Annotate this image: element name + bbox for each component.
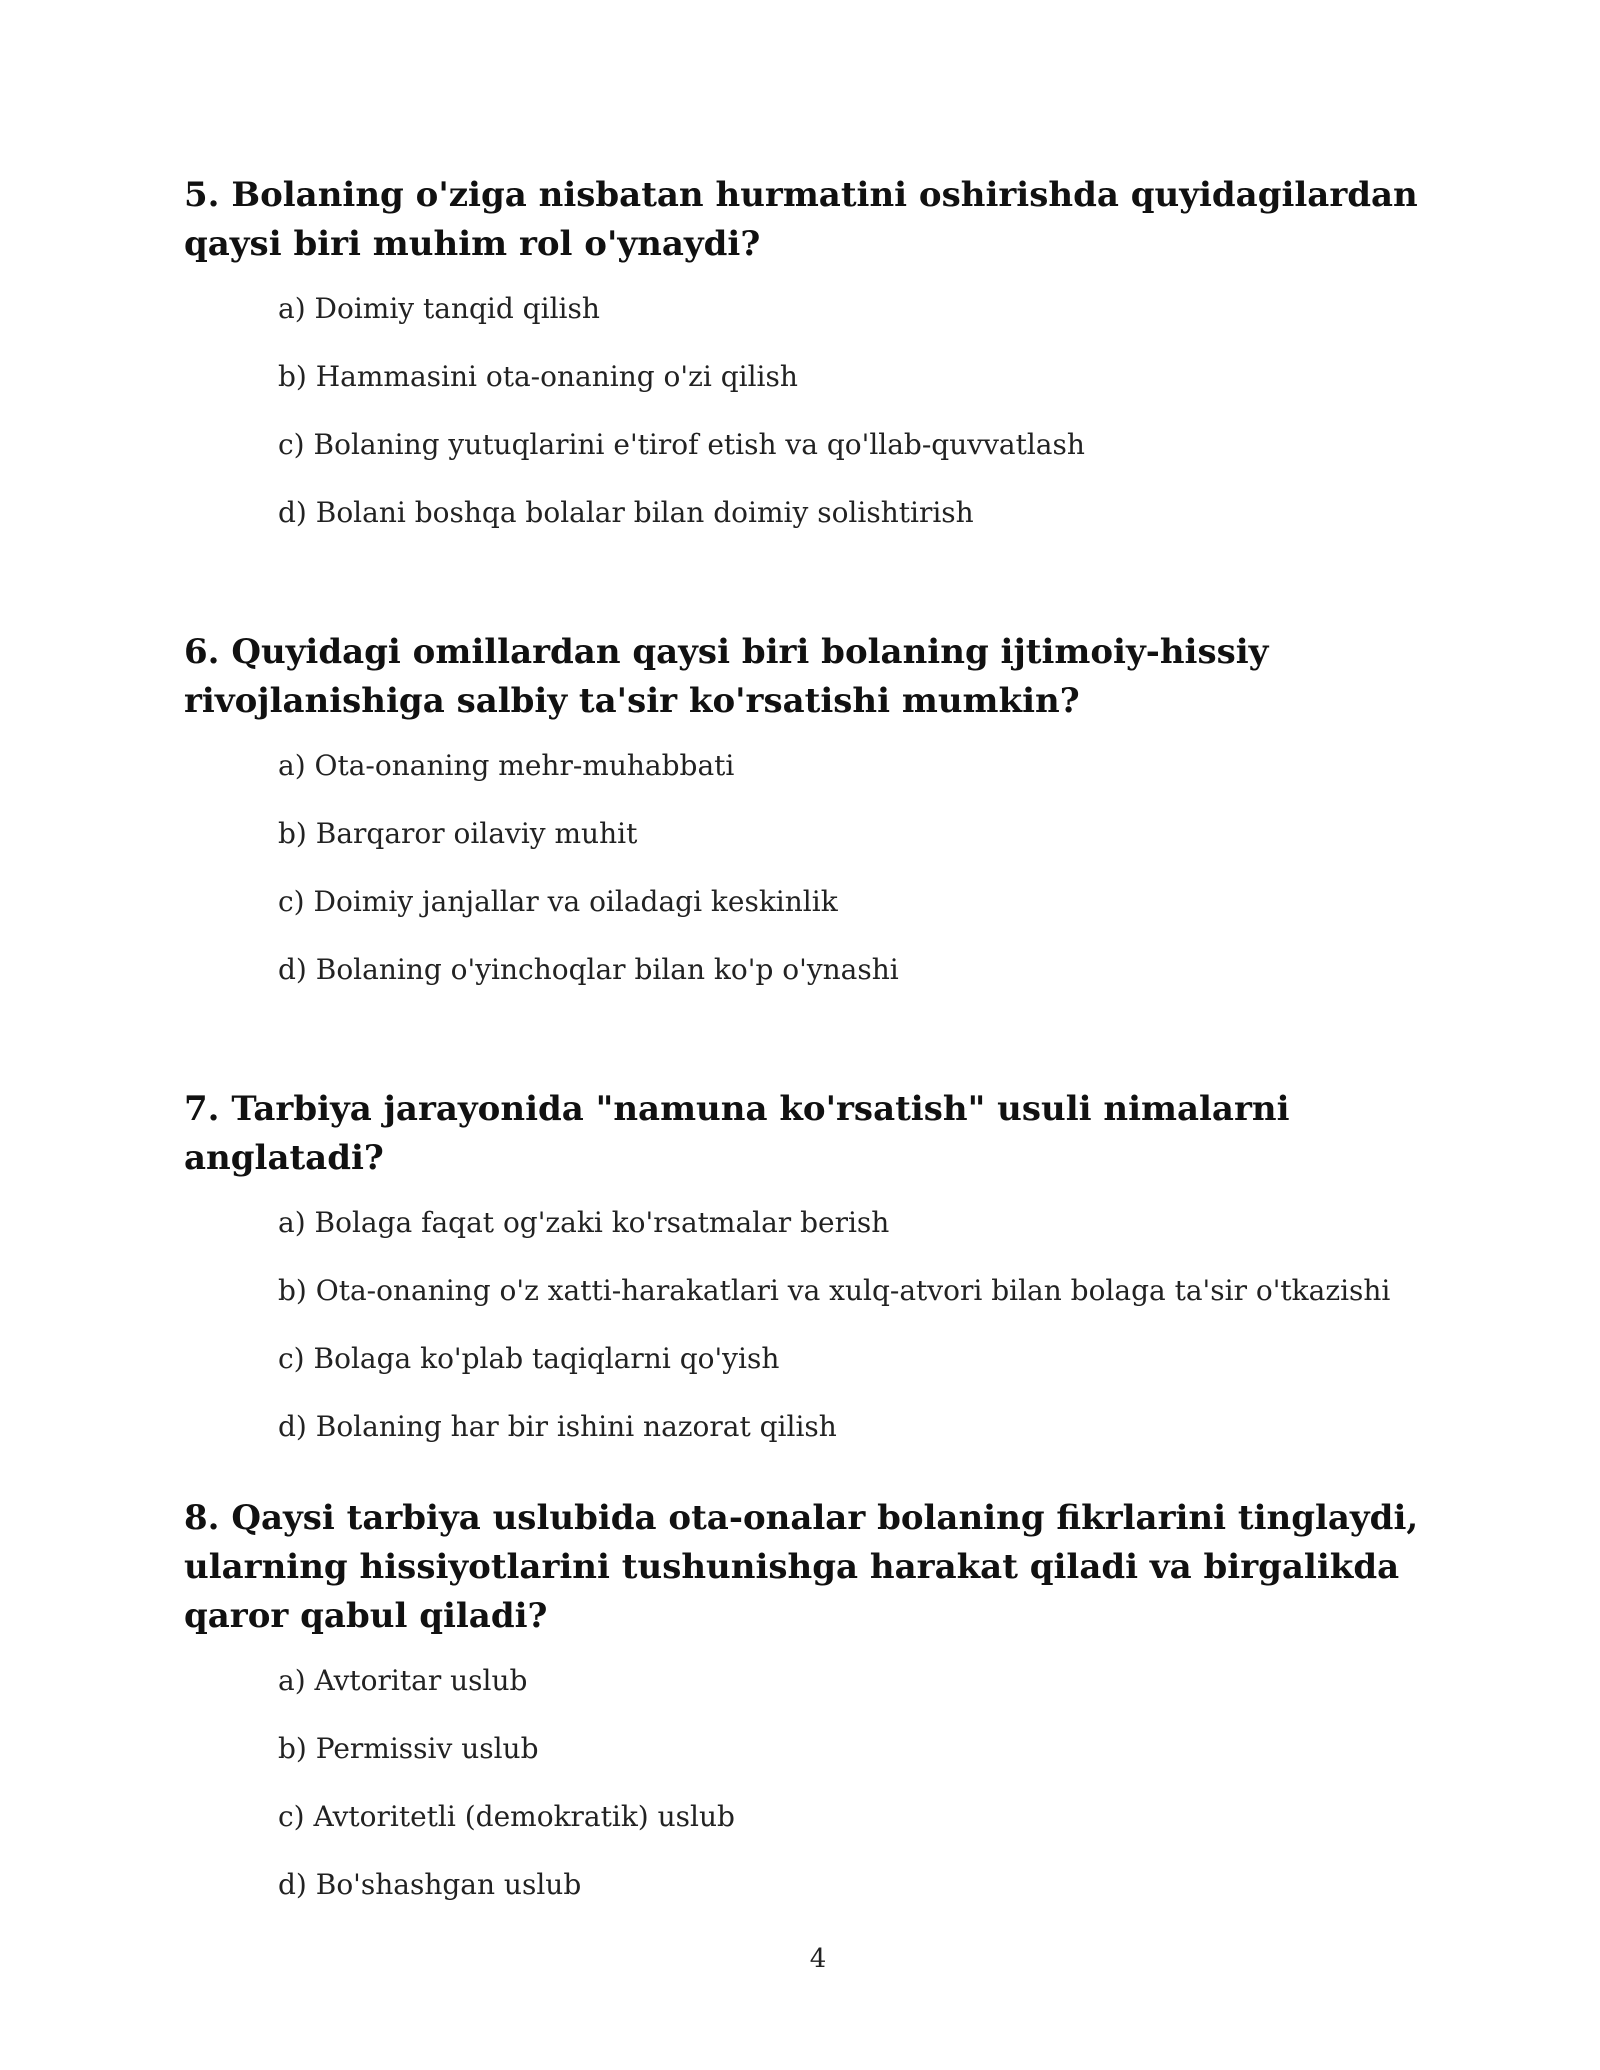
option-d: d) Bo'shashgan uslub — [278, 1868, 582, 1901]
option-c: c) Bolaga ko'plab taqiqlarni qo'yish — [278, 1342, 780, 1375]
answer-options — [278, 1663, 1444, 1935]
option-c: c) Bolaning yutuqlarini e'tirof etish va qo'llab-quvvatlash — [278, 428, 1085, 461]
option-d: d) Bolani boshqa bolalar bilan doimiy solishtirish — [278, 496, 974, 529]
option-b: b) Ota-onaning o'z xatti-harakatlari va xulq-atvori bilan bolaga ta'sir o'tkazishi — [278, 1274, 1391, 1307]
option-a: a) Avtoritar uslub — [278, 1664, 528, 1697]
page-number: 4 — [809, 1944, 827, 1974]
option-a: a) Ota-onaning mehr-muhabbati — [278, 749, 735, 782]
question-6 — [184, 628, 1444, 1020]
question-title: 7. Tarbiya jarayonida "namuna ko'rsatish" usuli nimalarni anglatadi? — [184, 1089, 1290, 1178]
option-b: b) Permissiv uslub — [278, 1732, 539, 1765]
option-c: c) Doimiy janjallar va oiladagi keskinlik — [278, 885, 838, 918]
option-c: c) Avtoritetli (demokratik) uslub — [278, 1800, 735, 1833]
answer-options — [278, 1205, 1444, 1477]
question-7 — [184, 1085, 1444, 1477]
question-title: 5. Bolaning o'ziga nisbatan hurmatini oshirishda quyidagilardan qaysi biri muhim rol o'ynaydi? — [184, 175, 1418, 264]
option-b: b) Barqaror oilaviy muhit — [278, 817, 638, 850]
option-a: a) Doimiy tanqid qilish — [278, 292, 600, 325]
question-title: 6. Quyidagi omillardan qaysi biri bolaning ijtimoiy-hissiy rivojlanishiga salbiy ta'sir ko'rsatishi mumkin? — [184, 632, 1269, 721]
question-title: 8. Qaysi tarbiya uslubida ota-onalar bolaning fikrlarini tinglaydi, ularning hissiyotlarini tushunishga harakat qiladi va birgalikda qaror qabul qiladi? — [184, 1498, 1419, 1636]
answer-options — [278, 291, 1444, 563]
answer-options — [278, 748, 1444, 1020]
option-d: d) Bolaning har bir ishini nazorat qilish — [278, 1410, 837, 1443]
question-5 — [184, 171, 1444, 563]
option-d: d) Bolaning o'yinchoqlar bilan ko'p o'ynashi — [278, 953, 899, 986]
option-a: a) Bolaga faqat og'zaki ko'rsatmalar berish — [278, 1206, 890, 1239]
question-8 — [184, 1494, 1444, 1935]
option-b: b) Hammasini ota-onaning o'zi qilish — [278, 360, 798, 393]
